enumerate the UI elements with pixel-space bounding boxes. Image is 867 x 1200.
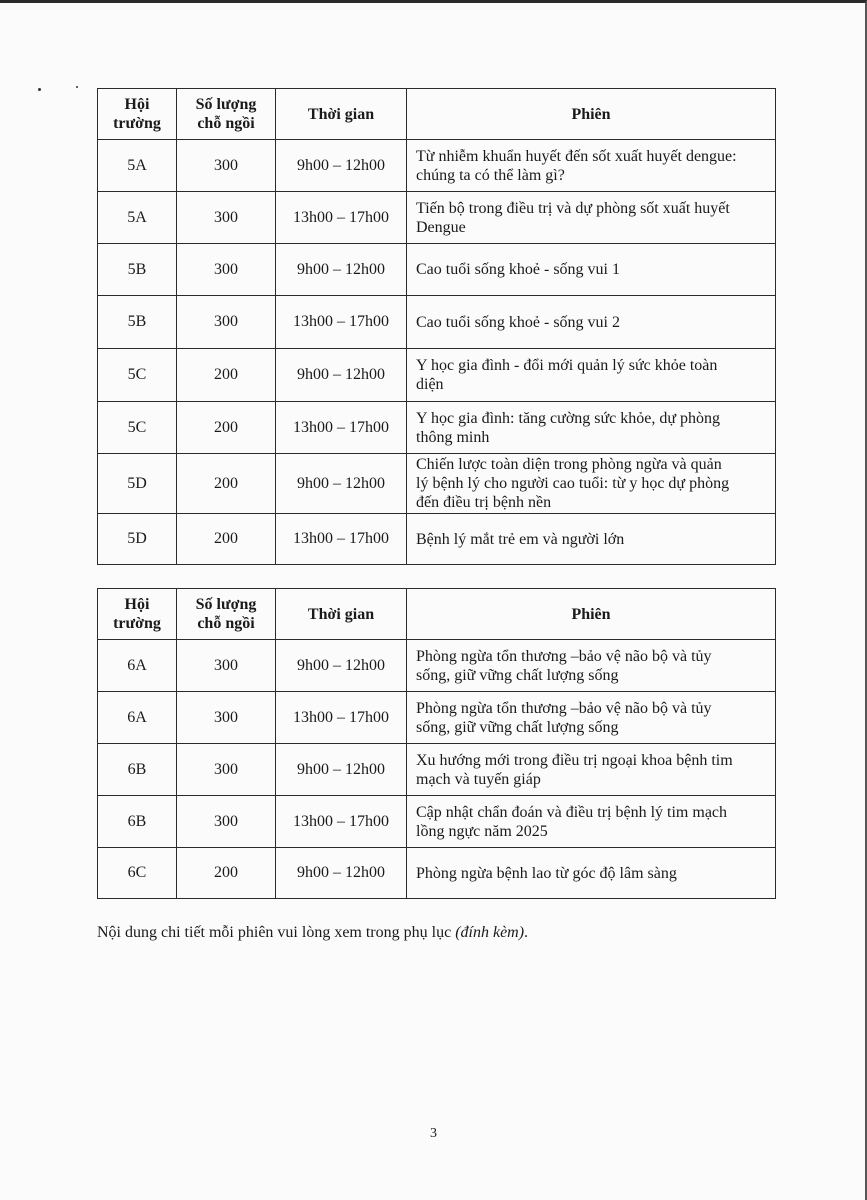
header-time: Thời gian (276, 589, 407, 640)
cell-hall: 5B (98, 296, 177, 349)
scan-speck (76, 86, 78, 88)
cell-hall: 6A (98, 692, 177, 744)
cell-time: 9h00 – 12h00 (276, 454, 407, 514)
cell-time: 9h00 – 12h00 (276, 244, 407, 296)
cell-session: Phòng ngừa tổn thương –bảo vệ não bộ và tủy sống, giữ vững chất lượng sống (407, 640, 776, 692)
table-row (98, 514, 776, 565)
cell-seats: 300 (177, 244, 276, 296)
table-row (98, 140, 776, 192)
cell-hall: 5B (98, 244, 177, 296)
table-row (98, 192, 776, 244)
cell-session: Chiến lược toàn diện trong phòng ngừa và quản lý bệnh lý cho người cao tuổi: từ y học dự phòng đến điều trị bệnh nền (407, 454, 776, 514)
table-row (98, 296, 776, 349)
cell-seats: 200 (177, 402, 276, 454)
cell-session: Y học gia đình: tăng cường sức khỏe, dự phòng thông minh (407, 402, 776, 454)
cell-session: Cao tuổi sống khoẻ - sống vui 1 (407, 244, 776, 296)
schedule-table-6 (97, 588, 776, 899)
table-header-row (98, 89, 776, 140)
cell-time: 9h00 – 12h00 (276, 744, 407, 796)
cell-time: 9h00 – 12h00 (276, 349, 407, 402)
cell-hall: 5C (98, 402, 177, 454)
table-row (98, 848, 776, 899)
cell-time: 9h00 – 12h00 (276, 848, 407, 899)
footnote-end: . (524, 924, 529, 941)
cell-seats: 200 (177, 514, 276, 565)
header-session: Phiên (407, 89, 776, 140)
cell-hall: 5C (98, 349, 177, 402)
cell-seats: 300 (177, 796, 276, 848)
cell-hall: 5D (98, 514, 177, 565)
cell-hall: 5A (98, 192, 177, 244)
table-row (98, 744, 776, 796)
cell-session: Bệnh lý mắt trẻ em và người lớn (407, 514, 776, 565)
header-seats: Số lượng chỗ ngồi (177, 89, 276, 140)
header-hall: Hội trường (98, 89, 177, 140)
cell-time: 13h00 – 17h00 (276, 402, 407, 454)
cell-time: 9h00 – 12h00 (276, 640, 407, 692)
table-row (98, 402, 776, 454)
cell-session: Phòng ngừa bệnh lao từ góc độ lâm sàng (407, 848, 776, 899)
cell-time: 9h00 – 12h00 (276, 140, 407, 192)
cell-seats: 200 (177, 848, 276, 899)
table-row (98, 692, 776, 744)
table-row (98, 454, 776, 514)
cell-seats: 300 (177, 744, 276, 796)
cell-time: 13h00 – 17h00 (276, 192, 407, 244)
cell-time: 13h00 – 17h00 (276, 296, 407, 349)
table-header-row (98, 589, 776, 640)
table-row (98, 640, 776, 692)
cell-seats: 200 (177, 454, 276, 514)
cell-hall: 5D (98, 454, 177, 514)
cell-time: 13h00 – 17h00 (276, 514, 407, 565)
schedule-table-5 (97, 88, 776, 565)
cell-seats: 300 (177, 692, 276, 744)
cell-seats: 300 (177, 640, 276, 692)
page-number: 3 (430, 1126, 437, 1141)
cell-session: Cập nhật chẩn đoán và điều trị bệnh lý tim mạch lồng ngực năm 2025 (407, 796, 776, 848)
cell-session: Phòng ngừa tổn thương –bảo vệ não bộ và tủy sống, giữ vững chất lượng sống (407, 692, 776, 744)
header-hall: Hội trường (98, 589, 177, 640)
cell-hall: 6B (98, 796, 177, 848)
footnote-emphasis: (đính kèm) (455, 924, 525, 941)
cell-seats: 200 (177, 349, 276, 402)
table-row (98, 244, 776, 296)
cell-seats: 300 (177, 192, 276, 244)
cell-hall: 6C (98, 848, 177, 899)
cell-session: Xu hướng mới trong điều trị ngoại khoa bệnh tim mạch và tuyến giáp (407, 744, 776, 796)
footnote-text: Nội dung chi tiết mỗi phiên vui lòng xem trong phụ lục (97, 924, 456, 941)
cell-session: Y học gia đình - đổi mới quản lý sức khỏe toàn diện (407, 349, 776, 402)
cell-seats: 300 (177, 140, 276, 192)
cell-hall: 6A (98, 640, 177, 692)
cell-session: Cao tuổi sống khoẻ - sống vui 2 (407, 296, 776, 349)
header-time: Thời gian (276, 89, 407, 140)
cell-session: Tiến bộ trong điều trị và dự phòng sốt xuất huyết Dengue (407, 192, 776, 244)
header-seats: Số lượng chỗ ngồi (177, 589, 276, 640)
header-session: Phiên (407, 589, 776, 640)
table-row (98, 796, 776, 848)
scan-speck (38, 88, 41, 91)
table-row (98, 349, 776, 402)
footnote (97, 924, 528, 942)
cell-hall: 6B (98, 744, 177, 796)
cell-seats: 300 (177, 296, 276, 349)
cell-time: 13h00 – 17h00 (276, 692, 407, 744)
cell-session: Từ nhiễm khuẩn huyết đến sốt xuất huyết dengue: chúng ta có thể làm gì? (407, 140, 776, 192)
cell-time: 13h00 – 17h00 (276, 796, 407, 848)
cell-hall: 5A (98, 140, 177, 192)
